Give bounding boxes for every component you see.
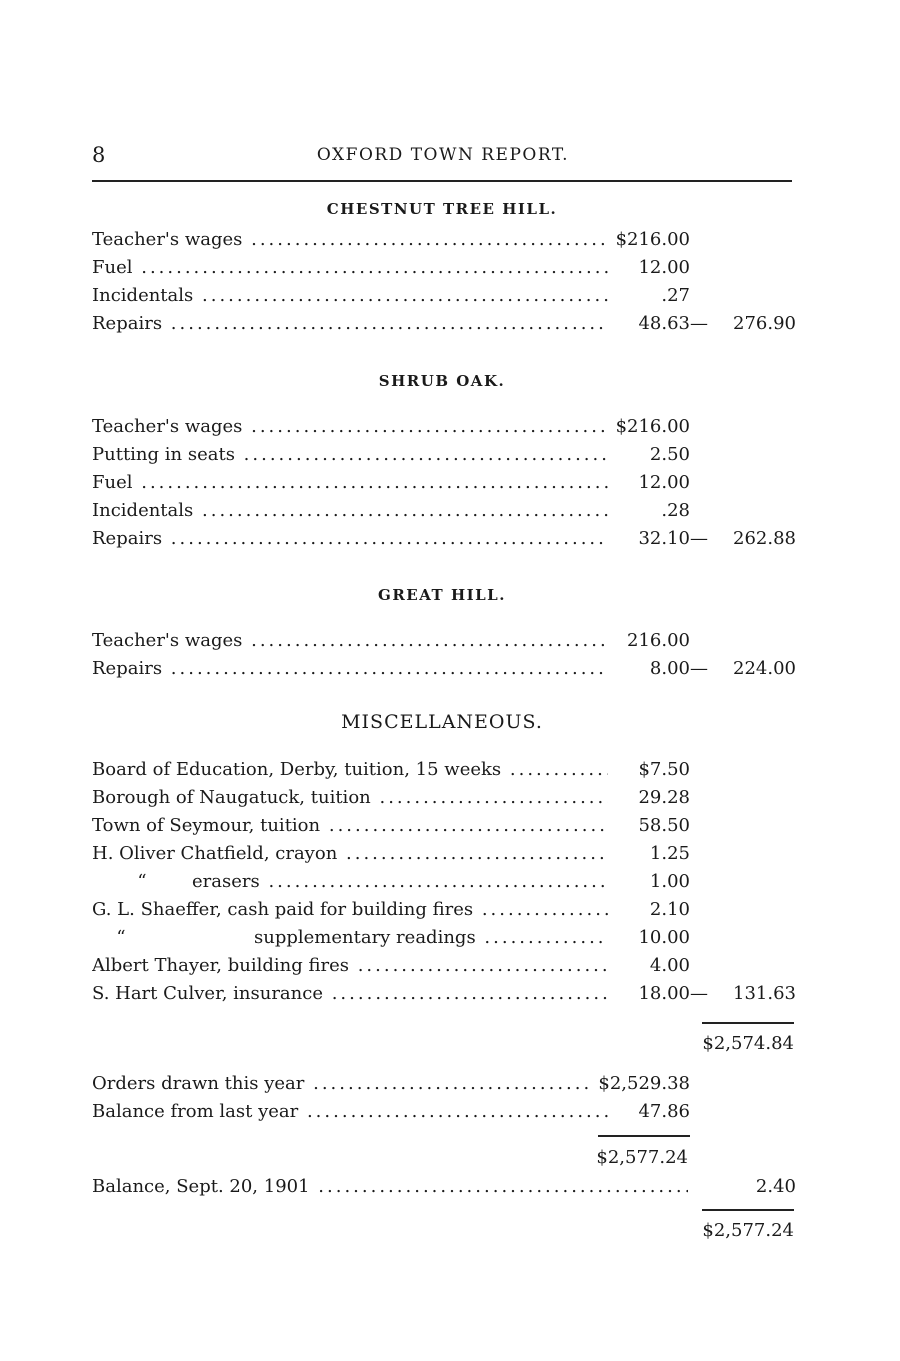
total-dash: — xyxy=(690,528,708,549)
row-label: Repairs ..... xyxy=(92,658,608,679)
row-amount: 8.00 xyxy=(649,658,690,679)
row-amount: 4.00 xyxy=(649,955,690,976)
row-total: 262.88 xyxy=(733,528,796,549)
section-title: GREAT HILL. xyxy=(378,586,506,604)
row-amount: 58.50 xyxy=(638,815,690,836)
row-amount: .28 xyxy=(661,500,690,521)
ledger-row xyxy=(92,229,802,255)
ledger-row xyxy=(92,658,802,684)
row-amount: $216.00 xyxy=(615,416,690,437)
row-amount: $2,529.38 xyxy=(598,1073,690,1094)
row-amount: 12.00 xyxy=(638,472,690,493)
row-amount: 1.00 xyxy=(649,871,690,892)
total-dash: — xyxy=(690,313,708,334)
ditto-mark: “ xyxy=(137,871,147,892)
total-dash: — xyxy=(690,658,708,679)
row-amount: $216.00 xyxy=(615,229,690,250)
row-amount: .27 xyxy=(661,285,690,306)
ledger-row xyxy=(92,528,802,554)
ledger-row xyxy=(92,955,802,981)
row-amount: $7.50 xyxy=(638,759,690,780)
row-amount: 1.25 xyxy=(649,843,690,864)
row-label: Orders drawn this year ..... xyxy=(92,1073,590,1094)
ledger-row xyxy=(92,500,802,526)
ledger-row xyxy=(92,871,802,897)
ledger-row xyxy=(92,257,802,283)
page-title: OXFORD TOWN REPORT. xyxy=(316,145,570,165)
row-total: 131.63 xyxy=(733,983,796,1004)
section-title: MISCELLANEOUS. xyxy=(341,711,543,733)
row-label xyxy=(92,927,608,948)
row-amount: 29.28 xyxy=(638,787,690,808)
row-label: Albert Thayer, building fires ..... xyxy=(92,955,608,976)
row-label: Fuel ..... xyxy=(92,472,608,493)
row-total: 2.40 xyxy=(755,1176,796,1197)
row-label-text: supplementary readings xyxy=(254,927,476,948)
row-label: Town of Seymour, tuition ..... xyxy=(92,815,608,836)
row-label xyxy=(92,871,608,892)
ledger-row xyxy=(92,759,802,785)
ditto-mark: “ xyxy=(116,927,126,948)
running-head xyxy=(92,143,794,169)
row-label: Balance from last year ..... xyxy=(92,1101,608,1122)
ledger-row xyxy=(92,1101,802,1127)
row-amount: 47.86 xyxy=(638,1101,690,1122)
ledger-row xyxy=(92,843,802,869)
ledger-row xyxy=(92,983,802,1009)
header-rule xyxy=(92,180,792,182)
row-label: Board of Education, Derby, tuition, 15 weeks ..... xyxy=(92,759,608,780)
row-total: 276.90 xyxy=(733,313,796,334)
row-amount: 2.50 xyxy=(649,444,690,465)
total-dash: — xyxy=(690,983,708,1004)
ledger-row xyxy=(92,787,802,813)
ledger-row xyxy=(92,285,802,311)
row-amount: 18.00 xyxy=(638,983,690,1004)
row-label: Teacher's wages ..... xyxy=(92,416,608,437)
section-title: SHRUB OAK. xyxy=(378,372,506,390)
row-label: Fuel ..... xyxy=(92,257,608,278)
ledger-row xyxy=(92,472,802,498)
row-label: Putting in seats ..... xyxy=(92,444,608,465)
row-total: 224.00 xyxy=(733,658,796,679)
total-rule xyxy=(702,1022,794,1024)
ledger-row xyxy=(92,1073,802,1099)
row-label: Repairs ..... xyxy=(92,313,608,334)
ledger-row xyxy=(92,313,802,339)
row-label: Borough of Naugatuck, tuition ..... xyxy=(92,787,608,808)
row-amount: 216.00 xyxy=(627,630,690,651)
row-amount: 48.63 xyxy=(638,313,690,334)
page-number: 8 xyxy=(92,143,106,167)
row-label: Balance, Sept. 20, 1901 ..... xyxy=(92,1176,688,1197)
row-label: H. Oliver Chatfield, crayon ..... xyxy=(92,843,608,864)
ledger-row xyxy=(92,630,802,656)
row-amount: 12.00 xyxy=(638,257,690,278)
row-label: Teacher's wages ..... xyxy=(92,630,608,651)
final-rule xyxy=(702,1209,794,1211)
row-label: Incidentals ..... xyxy=(92,285,608,306)
row-label-text: erasers xyxy=(192,871,260,892)
row-label: Teacher's wages ..... xyxy=(92,229,608,250)
ledger-row xyxy=(92,927,802,953)
subtotal: $2,577.24 xyxy=(596,1147,688,1168)
row-label: Repairs ..... xyxy=(92,528,608,549)
final-total: $2,577.24 xyxy=(702,1220,794,1241)
grand-total: $2,574.84 xyxy=(702,1033,794,1054)
row-amount: 2.10 xyxy=(649,899,690,920)
row-amount: 32.10 xyxy=(638,528,690,549)
ledger-row xyxy=(92,1176,802,1202)
row-label: S. Hart Culver, insurance ..... xyxy=(92,983,608,1004)
ledger-row xyxy=(92,444,802,470)
ledger-row xyxy=(92,416,802,442)
section-title: CHESTNUT TREE HILL. xyxy=(326,200,558,218)
row-label: Incidentals ..... xyxy=(92,500,608,521)
ledger-row xyxy=(92,899,802,925)
subtotal-rule xyxy=(598,1135,690,1137)
row-amount: 10.00 xyxy=(638,927,690,948)
row-label: G. L. Shaeffer, cash paid for building fires ..... xyxy=(92,899,608,920)
ledger-row xyxy=(92,815,802,841)
